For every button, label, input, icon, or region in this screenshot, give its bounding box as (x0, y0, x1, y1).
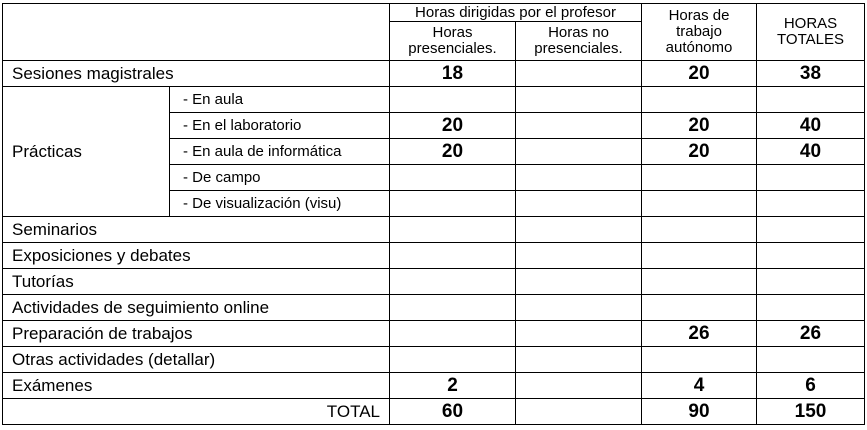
cell-total: 150 (757, 399, 865, 425)
row-label-trabajos: Preparación de trabajos (3, 321, 390, 347)
header-group-directed: Horas dirigidas por el profesor (390, 4, 642, 22)
cell-no-presenciales (516, 373, 642, 399)
cell-presenciales (390, 87, 516, 113)
table-row (3, 347, 865, 373)
cell-total: 26 (757, 321, 865, 347)
cell-no-presenciales (516, 139, 642, 165)
table-row-total (3, 399, 865, 425)
header-autonomo: Horas de trabajo autónomo (642, 4, 757, 61)
cell-autonomo (642, 269, 757, 295)
cell-autonomo: 20 (642, 61, 757, 87)
cell-no-presenciales (516, 165, 642, 191)
header-totales: HORAS TOTALES (757, 4, 865, 61)
cell-no-presenciales (516, 347, 642, 373)
row-label-practica-visu: - De visualización (visu) (170, 191, 390, 217)
header-no-presenciales: Horas no presenciales. (516, 22, 642, 61)
cell-presenciales (390, 243, 516, 269)
cell-total: 40 (757, 113, 865, 139)
cell-total: 40 (757, 139, 865, 165)
cell-presenciales: 20 (390, 139, 516, 165)
cell-total (757, 243, 865, 269)
row-label-seguimiento: Actividades de seguimiento online (3, 295, 390, 321)
cell-no-presenciales (516, 87, 642, 113)
cell-total (757, 269, 865, 295)
cell-no-presenciales (516, 399, 642, 425)
header-presenciales: Horas presenciales. (390, 22, 516, 61)
table-row (3, 87, 865, 113)
table-row (3, 61, 865, 87)
cell-autonomo (642, 243, 757, 269)
cell-presenciales (390, 347, 516, 373)
row-label-practica-aula: - En aula (170, 87, 390, 113)
cell-total: 38 (757, 61, 865, 87)
row-label-examenes: Exámenes (3, 373, 390, 399)
cell-no-presenciales (516, 321, 642, 347)
row-label-total: TOTAL (3, 399, 390, 425)
cell-autonomo: 20 (642, 113, 757, 139)
row-label-practica-laboratorio: - En el laboratorio (170, 113, 390, 139)
cell-presenciales: 20 (390, 113, 516, 139)
cell-no-presenciales (516, 217, 642, 243)
row-label-otras: Otras actividades (detallar) (3, 347, 390, 373)
cell-presenciales (390, 191, 516, 217)
cell-no-presenciales (516, 61, 642, 87)
cell-total (757, 295, 865, 321)
row-label-practica-informatica: - En aula de informática (170, 139, 390, 165)
cell-no-presenciales (516, 243, 642, 269)
cell-autonomo (642, 87, 757, 113)
cell-autonomo (642, 217, 757, 243)
cell-presenciales: 2 (390, 373, 516, 399)
row-label-exposiciones: Exposiciones y debates (3, 243, 390, 269)
cell-autonomo: 26 (642, 321, 757, 347)
cell-total (757, 87, 865, 113)
cell-autonomo (642, 295, 757, 321)
cell-presenciales (390, 217, 516, 243)
row-label-practica-campo: - De campo (170, 165, 390, 191)
table-row (3, 321, 865, 347)
cell-total (757, 165, 865, 191)
cell-total (757, 191, 865, 217)
cell-total (757, 347, 865, 373)
cell-autonomo (642, 347, 757, 373)
row-label-tutorias: Tutorías (3, 269, 390, 295)
cell-presenciales (390, 295, 516, 321)
cell-no-presenciales (516, 269, 642, 295)
table-row (3, 243, 865, 269)
cell-total: 6 (757, 373, 865, 399)
cell-presenciales (390, 269, 516, 295)
cell-autonomo: 90 (642, 399, 757, 425)
cell-presenciales: 60 (390, 399, 516, 425)
cell-presenciales (390, 165, 516, 191)
table-row (3, 295, 865, 321)
cell-autonomo: 20 (642, 139, 757, 165)
row-label-practicas: Prácticas (3, 87, 170, 217)
hours-table (2, 3, 865, 425)
cell-no-presenciales (516, 295, 642, 321)
table-row (3, 269, 865, 295)
cell-total (757, 217, 865, 243)
table-row (3, 217, 865, 243)
cell-no-presenciales (516, 191, 642, 217)
cell-autonomo (642, 165, 757, 191)
row-label-sesiones: Sesiones magistrales (3, 61, 390, 87)
cell-autonomo: 4 (642, 373, 757, 399)
header-empty-cell (3, 4, 390, 61)
row-label-seminarios: Seminarios (3, 217, 390, 243)
table-row (3, 373, 865, 399)
cell-no-presenciales (516, 113, 642, 139)
cell-presenciales: 18 (390, 61, 516, 87)
cell-presenciales (390, 321, 516, 347)
cell-autonomo (642, 191, 757, 217)
